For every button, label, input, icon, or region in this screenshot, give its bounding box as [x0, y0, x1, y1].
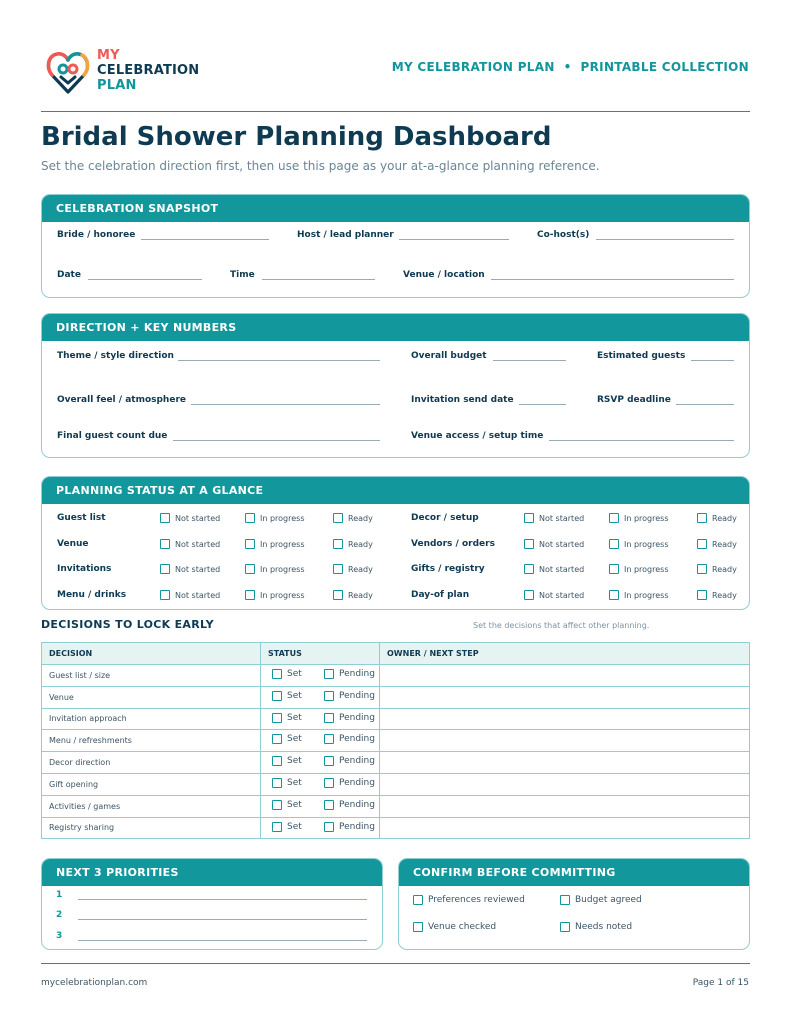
status-option[interactable]: In progress [245, 564, 305, 574]
budget-field[interactable] [493, 360, 566, 361]
card-heading: PLANNING STATUS AT A GLANCE [42, 477, 749, 504]
confirm-item[interactable]: Venue checked [413, 922, 496, 932]
venue-label: Venue / location [403, 270, 485, 280]
table-row [42, 730, 750, 752]
status-option[interactable]: Ready [333, 564, 373, 574]
checkbox-icon [333, 539, 343, 549]
footer-site: mycelebrationplan.com [41, 978, 148, 988]
checkbox-icon [160, 513, 170, 523]
priority-field[interactable] [78, 899, 367, 900]
rsvp-label: RSVP deadline [597, 395, 671, 405]
checkbox-icon [524, 564, 534, 574]
checkbox-icon [697, 590, 707, 600]
status-option[interactable]: Not started [524, 564, 584, 574]
set-option[interactable]: Set [272, 756, 302, 766]
invite-date-label: Invitation send date [411, 395, 514, 405]
pending-option[interactable]: Pending [324, 756, 375, 766]
checkbox-icon [333, 513, 343, 523]
owner-cell[interactable] [380, 795, 750, 817]
owner-cell[interactable] [380, 686, 750, 708]
checkbox-icon [609, 513, 619, 523]
checkbox-icon [245, 590, 255, 600]
planning-status-card [41, 476, 750, 610]
pending-option[interactable]: Pending [324, 691, 375, 701]
table-row [42, 752, 750, 774]
pending-option[interactable]: Pending [324, 734, 375, 744]
checkbox-icon [524, 513, 534, 523]
table-row [42, 686, 750, 708]
owner-cell[interactable] [380, 708, 750, 730]
final-count-field[interactable] [173, 440, 380, 441]
status-label-decor: Decor / setup [411, 513, 479, 523]
cohosts-field[interactable] [596, 239, 734, 240]
status-option[interactable]: Ready [697, 539, 737, 549]
checkbox-icon [245, 564, 255, 574]
budget-label: Overall budget [411, 351, 487, 361]
celebration-snapshot-card [41, 194, 750, 298]
status-option[interactable]: Not started [524, 539, 584, 549]
decision-cell: Decor direction [42, 752, 261, 774]
set-option[interactable]: Set [272, 800, 302, 810]
checkbox-icon [524, 539, 534, 549]
status-option[interactable]: In progress [609, 590, 669, 600]
brand-logo [44, 48, 214, 96]
status-option[interactable]: Ready [333, 590, 373, 600]
status-label-day-of: Day-of plan [411, 590, 470, 600]
status-cell [261, 686, 380, 708]
status-cell [261, 752, 380, 774]
column-header-owner: OWNER / NEXT STEP [380, 643, 750, 665]
confirm-item[interactable]: Budget agreed [560, 895, 642, 905]
status-cell [261, 773, 380, 795]
status-option[interactable]: Ready [697, 513, 737, 523]
status-cell [261, 665, 380, 687]
status-label-vendors: Vendors / orders [411, 539, 495, 549]
pending-option[interactable]: Pending [324, 800, 375, 810]
table-row [42, 665, 750, 687]
checkbox-icon [324, 691, 334, 701]
venue-access-label: Venue access / setup time [411, 431, 544, 441]
set-option[interactable]: Set [272, 822, 302, 832]
date-label: Date [57, 270, 81, 280]
set-option[interactable]: Set [272, 691, 302, 701]
checkbox-icon [333, 590, 343, 600]
checkbox-icon [324, 713, 334, 723]
checkbox-icon [272, 778, 282, 788]
set-option[interactable]: Set [272, 778, 302, 788]
rsvp-field[interactable] [676, 404, 734, 405]
checkbox-icon [272, 734, 282, 744]
checkbox-icon [609, 564, 619, 574]
direction-card [41, 313, 750, 458]
table-row [42, 817, 750, 839]
host-label: Host / lead planner [297, 230, 394, 240]
status-option[interactable]: In progress [609, 564, 669, 574]
status-option[interactable]: In progress [609, 513, 669, 523]
column-header-decision: DECISION [42, 643, 261, 665]
priority-number: 1 [56, 890, 63, 900]
status-label-guest-list: Guest list [57, 513, 106, 523]
pending-option[interactable]: Pending [324, 669, 375, 679]
decisions-note: Set the decisions that affect other planning. [473, 621, 650, 630]
decisions-table [41, 642, 750, 839]
final-count-label: Final guest count due [57, 431, 168, 441]
decision-cell: Activities / games [42, 795, 261, 817]
theme-label: Theme / style direction [57, 351, 174, 361]
priority-field[interactable] [78, 940, 367, 941]
owner-cell[interactable] [380, 665, 750, 687]
invite-date-field[interactable] [519, 404, 566, 405]
owner-cell[interactable] [380, 773, 750, 795]
status-option[interactable]: In progress [609, 539, 669, 549]
venue-field[interactable] [491, 279, 734, 280]
footer-divider [41, 963, 750, 964]
status-label-invitations: Invitations [57, 564, 112, 574]
table-row [42, 708, 750, 730]
host-field[interactable] [399, 239, 509, 240]
pending-option[interactable]: Pending [324, 713, 375, 723]
checkbox-icon [333, 564, 343, 574]
status-option[interactable]: Not started [524, 590, 584, 600]
checkbox-icon [697, 564, 707, 574]
pending-option[interactable]: Pending [324, 822, 375, 832]
footer-page-number: Page 1 of 15 [692, 978, 749, 988]
checkbox-icon [245, 513, 255, 523]
bride-label: Bride / honoree [57, 230, 136, 240]
checkbox-icon [560, 895, 570, 905]
logo-text-line-1: MY [97, 48, 120, 63]
date-field[interactable] [88, 279, 202, 280]
status-option[interactable]: Not started [160, 539, 220, 549]
card-heading: DIRECTION + KEY NUMBERS [42, 314, 749, 341]
checkbox-icon [560, 922, 570, 932]
checkbox-icon [324, 669, 334, 679]
checkbox-icon [413, 895, 423, 905]
set-option[interactable]: Set [272, 734, 302, 744]
status-option[interactable]: In progress [245, 513, 305, 523]
status-label-gifts: Gifts / registry [411, 564, 485, 574]
card-heading: CELEBRATION SNAPSHOT [42, 195, 749, 222]
status-option[interactable]: In progress [245, 539, 305, 549]
theme-field[interactable] [178, 360, 380, 361]
checkbox-icon [609, 590, 619, 600]
confirm-item[interactable]: Preferences reviewed [413, 895, 525, 905]
collection-label: MY CELEBRATION PLAN • PRINTABLE COLLECTION [391, 60, 749, 74]
status-option[interactable]: Not started [160, 590, 220, 600]
pending-option[interactable]: Pending [324, 778, 375, 788]
table-row [42, 795, 750, 817]
decisions-heading: DECISIONS TO LOCK EARLY [41, 618, 214, 631]
venue-access-field[interactable] [549, 440, 734, 441]
header-divider [41, 111, 750, 112]
status-cell [261, 730, 380, 752]
card-heading: CONFIRM BEFORE COMMITTING [399, 859, 749, 886]
checkbox-icon [324, 822, 334, 832]
decision-cell: Gift opening [42, 773, 261, 795]
column-header-status: STATUS [261, 643, 380, 665]
heart-logo-icon [44, 48, 92, 96]
checkbox-icon [324, 734, 334, 744]
decision-cell: Menu / refreshments [42, 730, 261, 752]
logo-text-line-2: CELEBRATION [97, 63, 200, 78]
priority-number: 2 [56, 910, 63, 920]
logo-text-line-3: PLAN [97, 78, 137, 93]
status-label-menu: Menu / drinks [57, 590, 127, 600]
checkbox-icon [272, 691, 282, 701]
status-option[interactable]: Ready [697, 590, 737, 600]
checkbox-icon [160, 539, 170, 549]
status-option[interactable]: Ready [333, 513, 373, 523]
status-option[interactable]: Ready [333, 539, 373, 549]
checkbox-icon [413, 922, 423, 932]
set-option[interactable]: Set [272, 713, 302, 723]
page-subtitle: Set the celebration direction first, then use this page as your at-a-glance planning reference. [41, 159, 600, 173]
status-cell [261, 708, 380, 730]
bride-field[interactable] [141, 239, 269, 240]
checkbox-icon [272, 713, 282, 723]
status-option[interactable]: Not started [160, 564, 220, 574]
status-option[interactable]: In progress [245, 590, 305, 600]
table-row [42, 773, 750, 795]
checkbox-icon [324, 800, 334, 810]
checkbox-icon [160, 590, 170, 600]
status-label-venue: Venue [57, 539, 89, 549]
checkbox-icon [609, 539, 619, 549]
priority-number: 3 [56, 931, 63, 941]
cohosts-label: Co-host(s) [537, 230, 590, 240]
time-field[interactable] [262, 279, 375, 280]
checkbox-icon [324, 756, 334, 766]
owner-cell[interactable] [380, 752, 750, 774]
time-label: Time [230, 270, 255, 280]
decision-cell: Guest list / size [42, 665, 261, 687]
decision-cell: Invitation approach [42, 708, 261, 730]
owner-cell[interactable] [380, 730, 750, 752]
checkbox-icon [272, 756, 282, 766]
decision-cell: Venue [42, 686, 261, 708]
checkbox-icon [272, 669, 282, 679]
checkbox-icon [697, 539, 707, 549]
checkbox-icon [524, 590, 534, 600]
priority-field[interactable] [78, 919, 367, 920]
set-option[interactable]: Set [272, 669, 302, 679]
status-option[interactable]: Ready [697, 564, 737, 574]
card-heading: NEXT 3 PRIORITIES [42, 859, 382, 886]
guests-label: Estimated guests [597, 351, 686, 361]
guests-field[interactable] [691, 360, 734, 361]
checkbox-icon [324, 778, 334, 788]
owner-cell[interactable] [380, 817, 750, 839]
page-title: Bridal Shower Planning Dashboard [41, 122, 552, 152]
priorities-card [41, 858, 383, 950]
decision-cell: Registry sharing [42, 817, 261, 839]
status-option[interactable]: Not started [160, 513, 220, 523]
status-cell [261, 795, 380, 817]
status-option[interactable]: Not started [524, 513, 584, 523]
confirm-item[interactable]: Needs noted [560, 922, 632, 932]
feel-label: Overall feel / atmosphere [57, 395, 186, 405]
checkbox-icon [245, 539, 255, 549]
checkbox-icon [160, 564, 170, 574]
checkbox-icon [272, 822, 282, 832]
checkbox-icon [272, 800, 282, 810]
feel-field[interactable] [191, 404, 380, 405]
checkbox-icon [697, 513, 707, 523]
status-cell [261, 817, 380, 839]
